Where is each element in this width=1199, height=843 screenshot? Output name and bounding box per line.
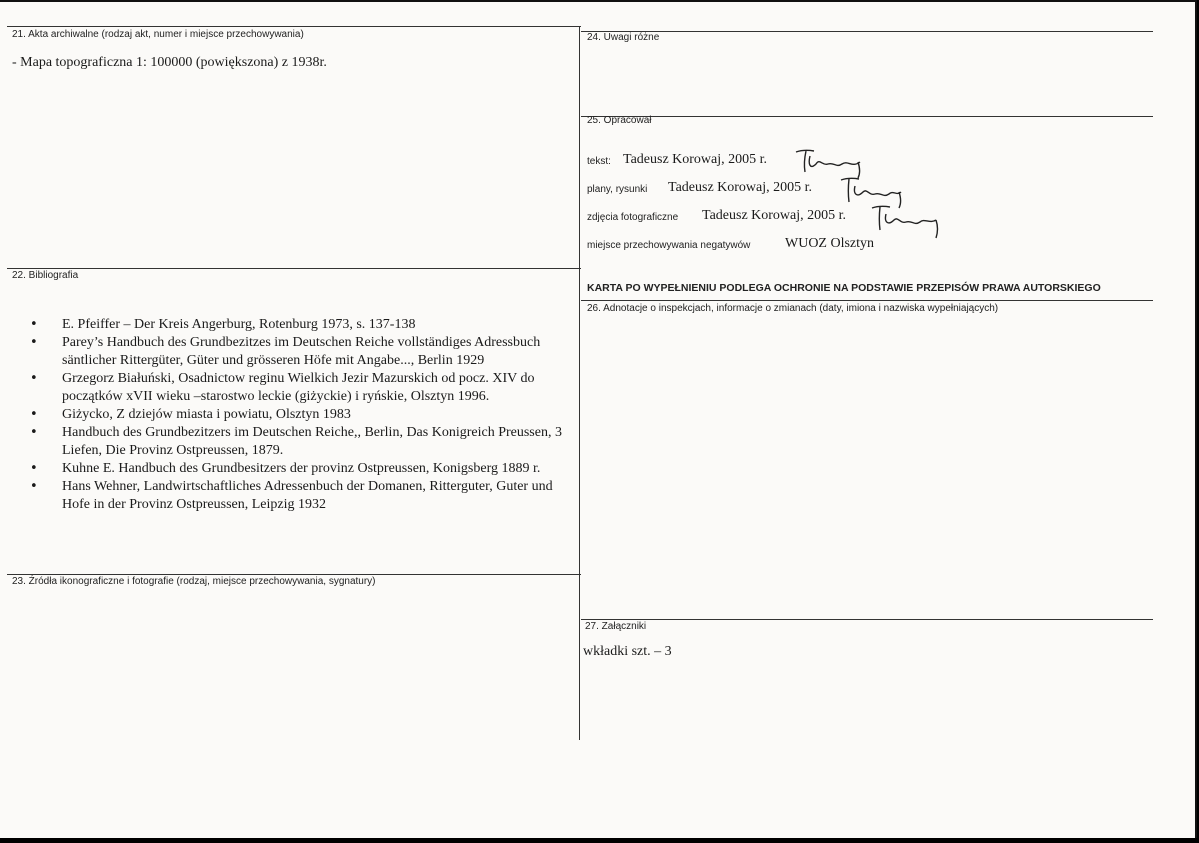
signature-photos	[866, 200, 946, 240]
author-text-value: Tadeusz Korowaj, 2005 r.	[623, 152, 768, 167]
section-23-label: 23. Źródła ikonograficzne i fotografie (rodzaj, miejsce przechowywania, sygnatury)	[12, 576, 376, 587]
bibliography-item: • Kuhne E. Handbuch des Grundbesitzers der provinz Ostpreussen, Konigsberg 1889 r.	[22, 460, 562, 478]
photos-value: Tadeusz Korowaj, 2005 r.	[702, 208, 847, 223]
section-26-label: 26. Adnotacje o inspekcjach, informacje o zmianach (daty, imiona i nazwiska wypełniających)	[587, 303, 999, 314]
rule-s23	[7, 574, 581, 575]
drawings-label: plany, rysunki	[587, 184, 648, 195]
bibliography-item: • Grzegorz Białuński, Osadnictow reginu Wielkich Jezir Mazurskich od pocz. XIV do początków xVII wieku –starostwo leckie (giżyckie) i ryńskie, Olsztyn 1996.	[22, 370, 562, 406]
drawings-value: Tadeusz Korowaj, 2005 r.	[668, 180, 813, 195]
bibliography-item: • Parey’s Handbuch des Grundbezitzes im Deutschen Reiche vollständiges Adressbuch säntlicher Rittergüter, Güter und grösseren Höfe mit Angabe..., Berlin 1929	[22, 334, 562, 370]
rule-s22	[7, 268, 581, 269]
bibliography-list	[22, 316, 562, 514]
section-24-label: 24. Uwagi różne	[587, 32, 660, 43]
rule-s26	[581, 300, 1153, 301]
section-25-label: 25. Opracował	[587, 115, 652, 126]
negatives-label: miejsce przechowywania negatywów	[587, 240, 751, 251]
negatives-value: WUOZ Olsztyn	[785, 236, 875, 251]
rule-top-left	[7, 26, 581, 27]
bibliography-item: • Handbuch des Grundbezitzers im Deutschen Reiche,, Berlin, Das Konigreich Preussen, 3 Liefen, Die Provinz Ostpreussen, 1879.	[22, 424, 562, 460]
column-divider	[579, 26, 580, 740]
author-text-label: tekst:	[587, 156, 611, 167]
rule-top-right	[581, 31, 1153, 32]
photos-label: zdjęcia fotograficzne	[587, 212, 679, 223]
bibliography-item: • E. Pfeiffer – Der Kreis Angerburg, Rotenburg 1973, s. 137-138	[22, 316, 562, 334]
section-21-value: - Mapa topograficzna 1: 100000 (powiększona) z 1938r.	[12, 55, 327, 70]
section-21-label: 21. Akta archiwalne (rodzaj akt, numer i miejsce przechowywania)	[12, 29, 304, 40]
rule-s25	[581, 116, 1153, 117]
bibliography-item: • Hans Wehner, Landwirtschaftliches Adressenbuch der Domanen, Ritterguter, Guter und Hofe in der Provinz Ostpreussen, Leipzig 1932	[22, 478, 562, 514]
bibliography-item: • Giżycko, Z dziejów miasta i powiatu, Olsztyn 1983	[22, 406, 562, 424]
section-27-label: 27. Załączniki	[585, 621, 647, 632]
rule-s27	[581, 619, 1153, 620]
copyright-notice: KARTA PO WYPEŁNIENIU PODLEGA OCHRONIE NA PODSTAWIE PRZEPISÓW PRAWA AUTORSKIEGO	[587, 282, 1101, 294]
section-27-value: wkładki szt. – 3	[583, 644, 672, 659]
section-22-label: 22. Bibliografia	[12, 270, 79, 281]
